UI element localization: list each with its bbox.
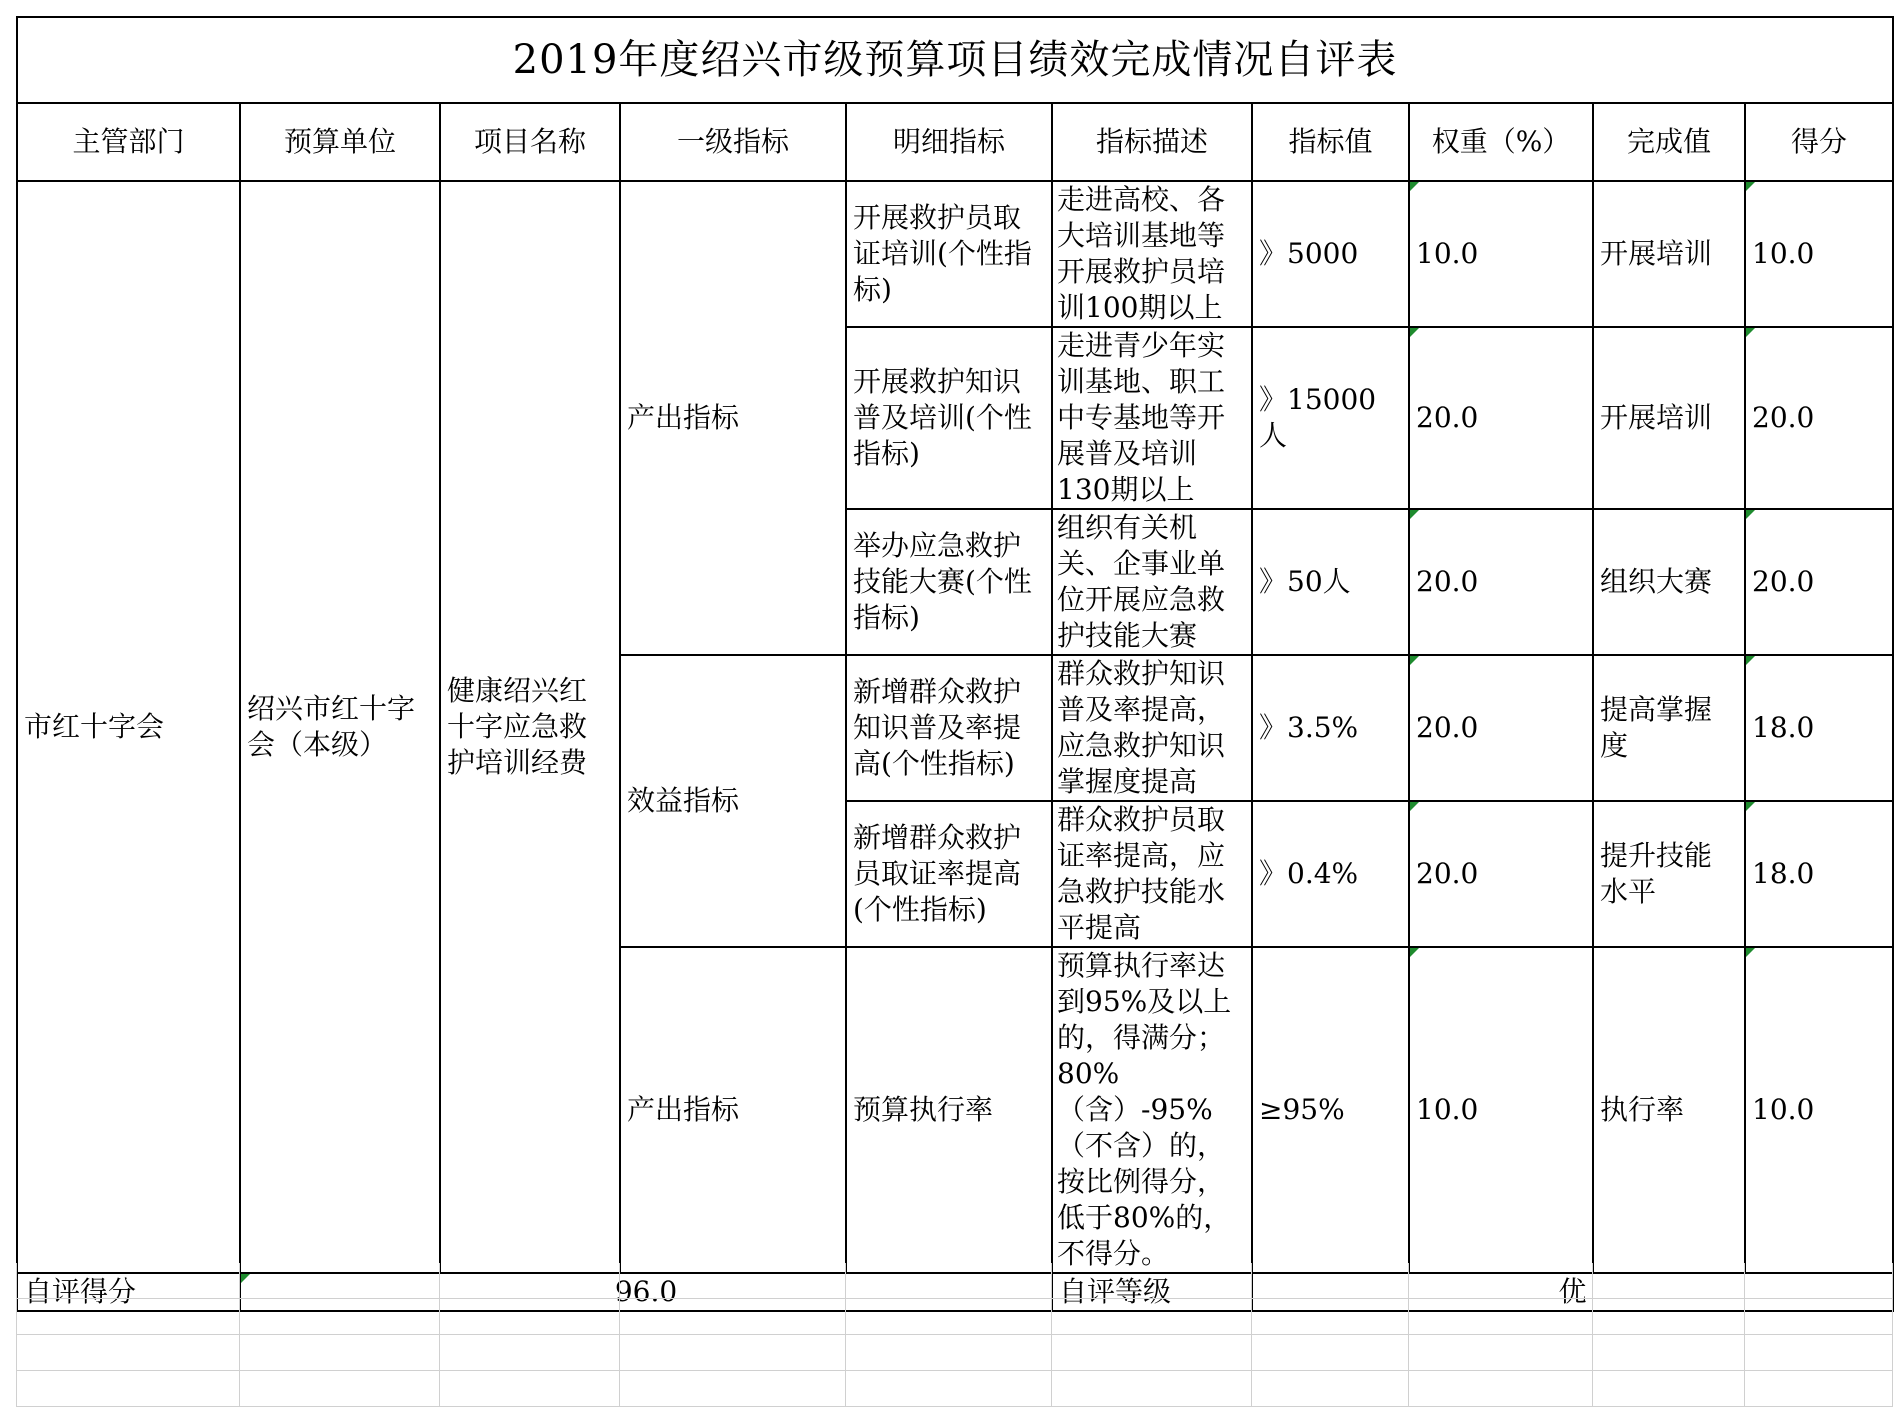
cell-weight[interactable]: 20.0 — [1409, 509, 1593, 655]
empty-cell[interactable] — [1409, 1335, 1593, 1371]
self-score-value[interactable]: 96.0 — [240, 1273, 1052, 1311]
cell-desc[interactable]: 群众救护知识普及率提高，应急救护知识掌握度提高 — [1052, 655, 1252, 801]
cell-value[interactable]: 》0.4% — [1252, 801, 1409, 947]
empty-cell[interactable] — [1052, 1371, 1252, 1407]
empty-cell[interactable] — [1052, 1335, 1252, 1371]
cell-value[interactable]: 》3.5% — [1252, 655, 1409, 801]
cell-detail[interactable]: 新增群众救护员取证率提高(个性指标) — [846, 801, 1052, 947]
cell-desc[interactable]: 走进高校、各大培训基地等开展救护员培训100期以上 — [1052, 181, 1252, 327]
cell-value[interactable]: 》5000 — [1252, 181, 1409, 327]
empty-cell[interactable] — [1052, 1263, 1252, 1299]
empty-cell[interactable] — [1409, 1263, 1593, 1299]
empty-grid — [16, 1263, 1893, 1407]
cell-group-output1[interactable]: 产出指标 — [620, 181, 846, 655]
empty-cell[interactable] — [1252, 1335, 1409, 1371]
cell-weight[interactable]: 20.0 — [1409, 655, 1593, 801]
cell-score[interactable]: 20.0 — [1745, 509, 1893, 655]
cell-department[interactable]: 市红十字会 — [17, 181, 240, 1273]
cell-value[interactable]: 》15000人 — [1252, 327, 1409, 509]
header-level1[interactable]: 一级指标 — [620, 103, 846, 181]
self-score-label[interactable]: 自评得分 — [17, 1273, 240, 1311]
cell-done[interactable]: 组织大赛 — [1593, 509, 1745, 655]
cell-detail[interactable]: 开展救护知识普及培训(个性指标) — [846, 327, 1052, 509]
empty-cell[interactable] — [846, 1335, 1052, 1371]
empty-cell[interactable] — [440, 1299, 620, 1335]
empty-cell[interactable] — [17, 1299, 240, 1335]
header-weight[interactable]: 权重（%） — [1409, 103, 1593, 181]
cell-score[interactable]: 18.0 — [1745, 801, 1893, 947]
empty-cell[interactable] — [620, 1371, 846, 1407]
header-detail[interactable]: 明细指标 — [846, 103, 1052, 181]
cell-score[interactable]: 10.0 — [1745, 181, 1893, 327]
cell-detail[interactable]: 开展救护员取证培训(个性指标) — [846, 181, 1052, 327]
empty-cell[interactable] — [1593, 1335, 1745, 1371]
empty-cell[interactable] — [17, 1263, 240, 1299]
page-title[interactable]: 2019年度绍兴市级预算项目绩效完成情况自评表 — [17, 17, 1893, 103]
cell-group-output2[interactable]: 产出指标 — [620, 947, 846, 1273]
empty-cell[interactable] — [620, 1335, 846, 1371]
cell-desc[interactable]: 组织有关机关、企事业单位开展应急救护技能大赛 — [1052, 509, 1252, 655]
empty-cell[interactable] — [1252, 1263, 1409, 1299]
cell-detail[interactable]: 预算执行率 — [846, 947, 1052, 1273]
empty-cell[interactable] — [620, 1263, 846, 1299]
self-grade-label[interactable]: 自评等级 — [1052, 1273, 1252, 1311]
cell-weight[interactable]: 10.0 — [1409, 181, 1593, 327]
empty-cell[interactable] — [240, 1371, 440, 1407]
empty-cell[interactable] — [620, 1299, 846, 1335]
cell-desc[interactable]: 走进青少年实训基地、职工中专基地等开展普及培训130期以上 — [1052, 327, 1252, 509]
empty-cell[interactable] — [1745, 1371, 1893, 1407]
empty-cell[interactable] — [1252, 1299, 1409, 1335]
header-department[interactable]: 主管部门 — [17, 103, 240, 181]
cell-desc[interactable]: 群众救护员取证率提高，应急救护技能水平提高 — [1052, 801, 1252, 947]
empty-cell[interactable] — [1052, 1299, 1252, 1335]
empty-cell[interactable] — [846, 1371, 1052, 1407]
empty-cell[interactable] — [17, 1371, 240, 1407]
empty-cell[interactable] — [17, 1335, 240, 1371]
cell-score[interactable]: 20.0 — [1745, 327, 1893, 509]
cell-value[interactable]: 》50人 — [1252, 509, 1409, 655]
empty-cell[interactable] — [1409, 1371, 1593, 1407]
empty-cell[interactable] — [846, 1263, 1052, 1299]
empty-cell[interactable] — [1593, 1263, 1745, 1299]
empty-cell[interactable] — [240, 1299, 440, 1335]
empty-cell[interactable] — [1409, 1299, 1593, 1335]
empty-cell[interactable] — [1745, 1263, 1893, 1299]
cell-done[interactable]: 开展培训 — [1593, 181, 1745, 327]
header-unit[interactable]: 预算单位 — [240, 103, 440, 181]
empty-cell[interactable] — [1593, 1371, 1745, 1407]
empty-cell[interactable] — [1593, 1299, 1745, 1335]
empty-cell[interactable] — [440, 1371, 620, 1407]
cell-value[interactable]: ≥95% — [1252, 947, 1409, 1273]
cell-group-benefit[interactable]: 效益指标 — [620, 655, 846, 947]
cell-done[interactable]: 开展培训 — [1593, 327, 1745, 509]
self-grade-value[interactable]: 优 — [1252, 1273, 1893, 1311]
header-project[interactable]: 项目名称 — [440, 103, 620, 181]
cell-detail[interactable]: 举办应急救护技能大赛(个性指标) — [846, 509, 1052, 655]
cell-detail[interactable]: 新增群众救护知识普及率提高(个性指标) — [846, 655, 1052, 801]
cell-score[interactable]: 18.0 — [1745, 655, 1893, 801]
empty-cell[interactable] — [440, 1335, 620, 1371]
header-done[interactable]: 完成值 — [1593, 103, 1745, 181]
cell-weight[interactable]: 10.0 — [1409, 947, 1593, 1273]
empty-cell[interactable] — [440, 1263, 620, 1299]
cell-project[interactable]: 健康绍兴红十字应急救护培训经费 — [440, 181, 620, 1273]
cell-done[interactable]: 提升技能水平 — [1593, 801, 1745, 947]
header-desc[interactable]: 指标描述 — [1052, 103, 1252, 181]
cell-score[interactable]: 10.0 — [1745, 947, 1893, 1273]
empty-cell[interactable] — [1745, 1335, 1893, 1371]
header-value[interactable]: 指标值 — [1252, 103, 1409, 181]
cell-unit[interactable]: 绍兴市红十字会（本级） — [240, 181, 440, 1273]
empty-cell[interactable] — [846, 1299, 1052, 1335]
cell-done[interactable]: 提高掌握度 — [1593, 655, 1745, 801]
empty-cell[interactable] — [1745, 1299, 1893, 1335]
empty-cell[interactable] — [240, 1335, 440, 1371]
cell-weight[interactable]: 20.0 — [1409, 801, 1593, 947]
cell-weight[interactable]: 20.0 — [1409, 327, 1593, 509]
cell-desc[interactable]: 预算执行率达到95%及以上的，得满分；80%（含）-95%（不含）的，按比例得分，低于80%的，不得分。 — [1052, 947, 1252, 1273]
header-score[interactable]: 得分 — [1745, 103, 1893, 181]
empty-cell[interactable] — [1252, 1371, 1409, 1407]
evaluation-table — [16, 16, 1894, 1312]
empty-cell[interactable] — [240, 1263, 440, 1299]
cell-done[interactable]: 执行率 — [1593, 947, 1745, 1273]
